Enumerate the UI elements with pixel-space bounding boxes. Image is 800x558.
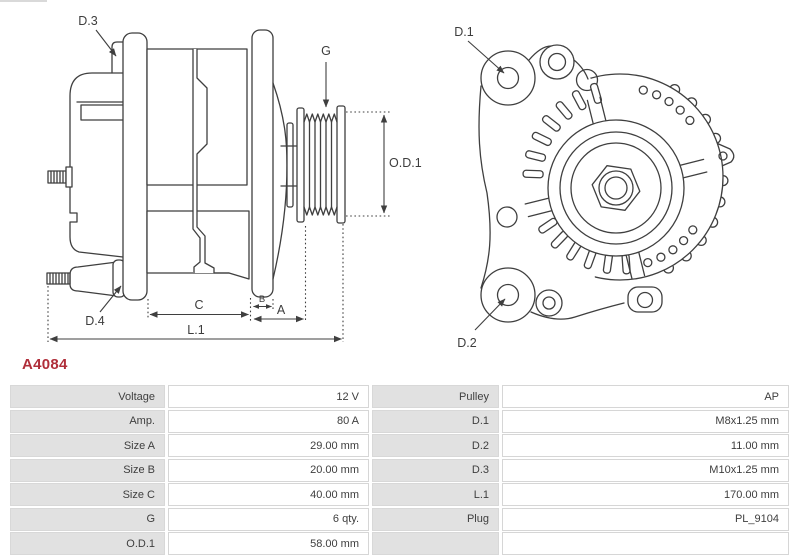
spec-value-plug: PL_9104 — [502, 508, 789, 531]
pulley-face — [548, 120, 684, 256]
spec-label-size-c: Size C — [10, 483, 165, 506]
spec-value-od1: 58.00 mm — [168, 532, 369, 555]
spec-value-amp: 80 A — [168, 410, 369, 433]
spec-value-empty — [502, 532, 789, 555]
front-view-diagram — [479, 45, 734, 322]
dim-label-d4: D.4 — [85, 314, 105, 328]
spec-label-d3: D.3 — [372, 459, 499, 482]
spec-label-od1: O.D.1 — [10, 532, 165, 555]
dim-label-d1: D.1 — [454, 25, 474, 39]
part-number: A4084 — [22, 356, 68, 373]
spec-value-g: 6 qty. — [168, 508, 369, 531]
dim-label-g: G — [321, 44, 331, 58]
dim-label-l1: L.1 — [187, 323, 205, 337]
spec-label-l1: L.1 — [372, 483, 499, 506]
spec-value-size-a: 29.00 mm — [168, 434, 369, 457]
spec-value-d3: M10x1.25 mm — [502, 459, 789, 482]
dim-label-d2: D.2 — [457, 336, 477, 350]
spec-label-d2: D.2 — [372, 434, 499, 457]
spec-value-size-b: 20.00 mm — [168, 459, 369, 482]
dim-label-d3: D.3 — [78, 14, 98, 28]
dim-label-c: C — [194, 298, 204, 312]
spec-label-plug: Plug — [372, 508, 499, 531]
dim-label-od1: O.D.1 — [389, 156, 422, 170]
spec-label-amp: Amp. — [10, 410, 165, 433]
spec-label-g: G — [10, 508, 165, 531]
spec-label-pulley: Pulley — [372, 385, 499, 408]
spec-value-voltage: 12 V — [168, 385, 369, 408]
dim-label-b: B — [258, 294, 266, 305]
spec-label-d1: D.1 — [372, 410, 499, 433]
spec-value-l1: 170.00 mm — [502, 483, 789, 506]
spec-value-d2: 11.00 mm — [502, 434, 789, 457]
spec-table — [10, 385, 789, 555]
side-view-diagram — [47, 30, 345, 300]
spec-value-d1: M8x1.25 mm — [502, 410, 789, 433]
spec-label-voltage: Voltage — [10, 385, 165, 408]
dim-label-a: A — [276, 303, 286, 317]
spec-value-size-c: 40.00 mm — [168, 483, 369, 506]
spec-value-pulley: AP — [502, 385, 789, 408]
spec-label-size-a: Size A — [10, 434, 165, 457]
spec-label-empty — [372, 532, 499, 555]
spec-label-size-b: Size B — [10, 459, 165, 482]
